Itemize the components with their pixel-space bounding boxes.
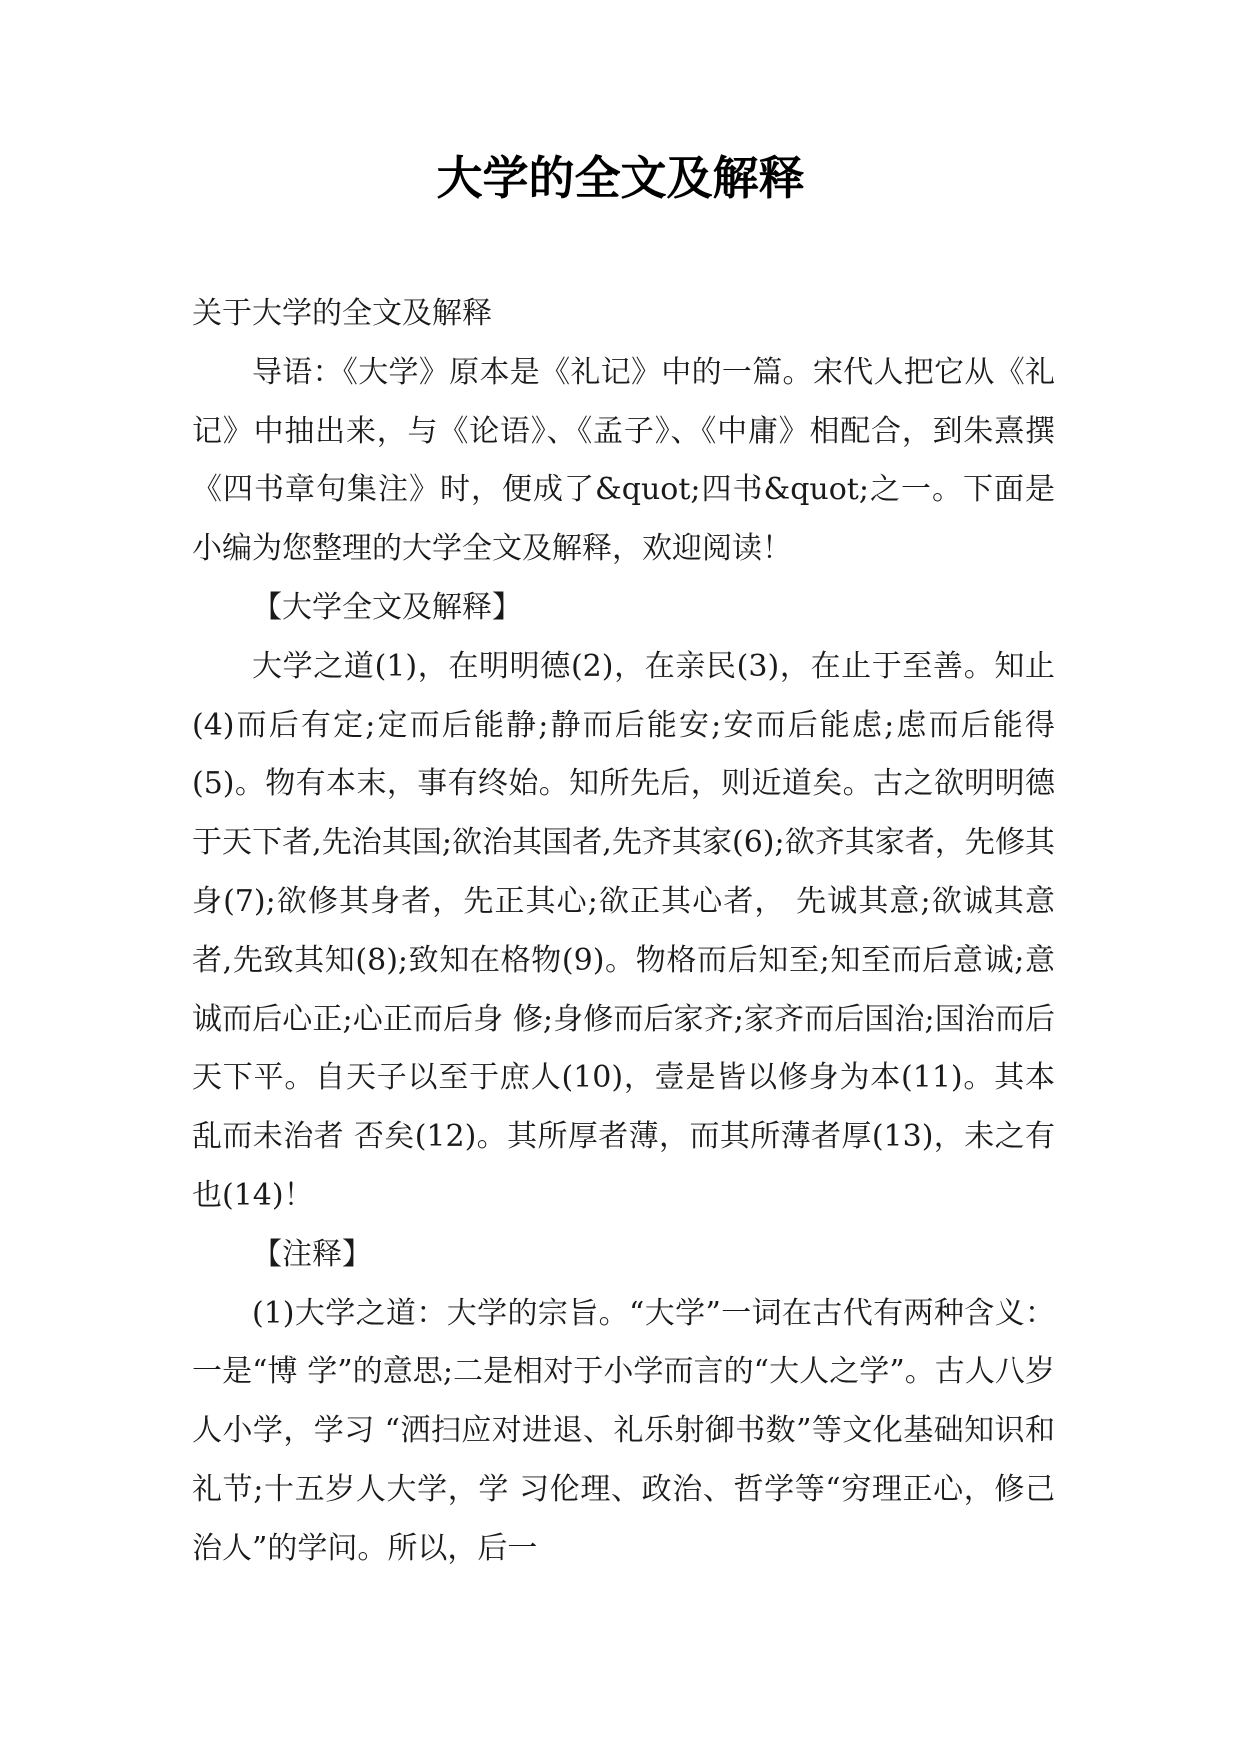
main-text-paragraph: 大学之道(1)，在明明德(2)，在亲民(3)，在止于至善。知止(4)而后有定;定而后能静;静而后能安;安而后能虑;虑而后能得(5)。物有本末，事有终始。知所先后，则近道矣。古之欲明明德于天下者,先治其国;欲治其国者,先齐其家(6);欲齐其家者，先修其身(7);欲修其身者，先正其心;欲正其心者， 先诚其意;欲诚其意者,先致其知(8);致知在格物(9)。物格而后知至;知至而后意诚;意诚而后心正;心正而后身 修;身修而后家齐;家齐而后国治;国治而后天下平。自天子以至于庶人(10)，壹是皆以修身为本(11)。其本乱而未治者 否矣(12)。其所厚者薄，而其所薄者厚(13)，未之有也(14)！ xyxy=(192,648,1055,1213)
section-heading-full-text: 【大学全文及解释】 xyxy=(252,589,522,625)
document-body xyxy=(192,285,1055,1579)
subtitle: 关于大学的全文及解释 xyxy=(192,296,492,331)
document-title: 大学的全文及解释 xyxy=(436,151,805,205)
note-paragraph: (1)大学之道：大学的宗旨。“大学”一词在古代有两种含义：一是“博 学”的意思;二是相对于小学而言的“大人之学”。古人八岁人小学，学习 “洒扫应对进退、礼乐射御书数”等文化基础知识和礼节;十五岁人大学，学 习伦理、政治、哲学等“穷理正心，修己治人”的学问。所以，后一 xyxy=(192,1295,1055,1566)
section-heading-notes: 【注释】 xyxy=(252,1236,372,1272)
intro-paragraph: 导语：《大学》原本是《礼记》中的一篇。宋代人把它从《礼记》中抽出来，与《论语》、《孟子》、《中庸》相配合，到朱熹撰《四书章句集注》时，便成了&quot;四书&quot;之一。下面是小编为您整理的大学全文及解释，欢迎阅读！ xyxy=(192,354,1055,567)
